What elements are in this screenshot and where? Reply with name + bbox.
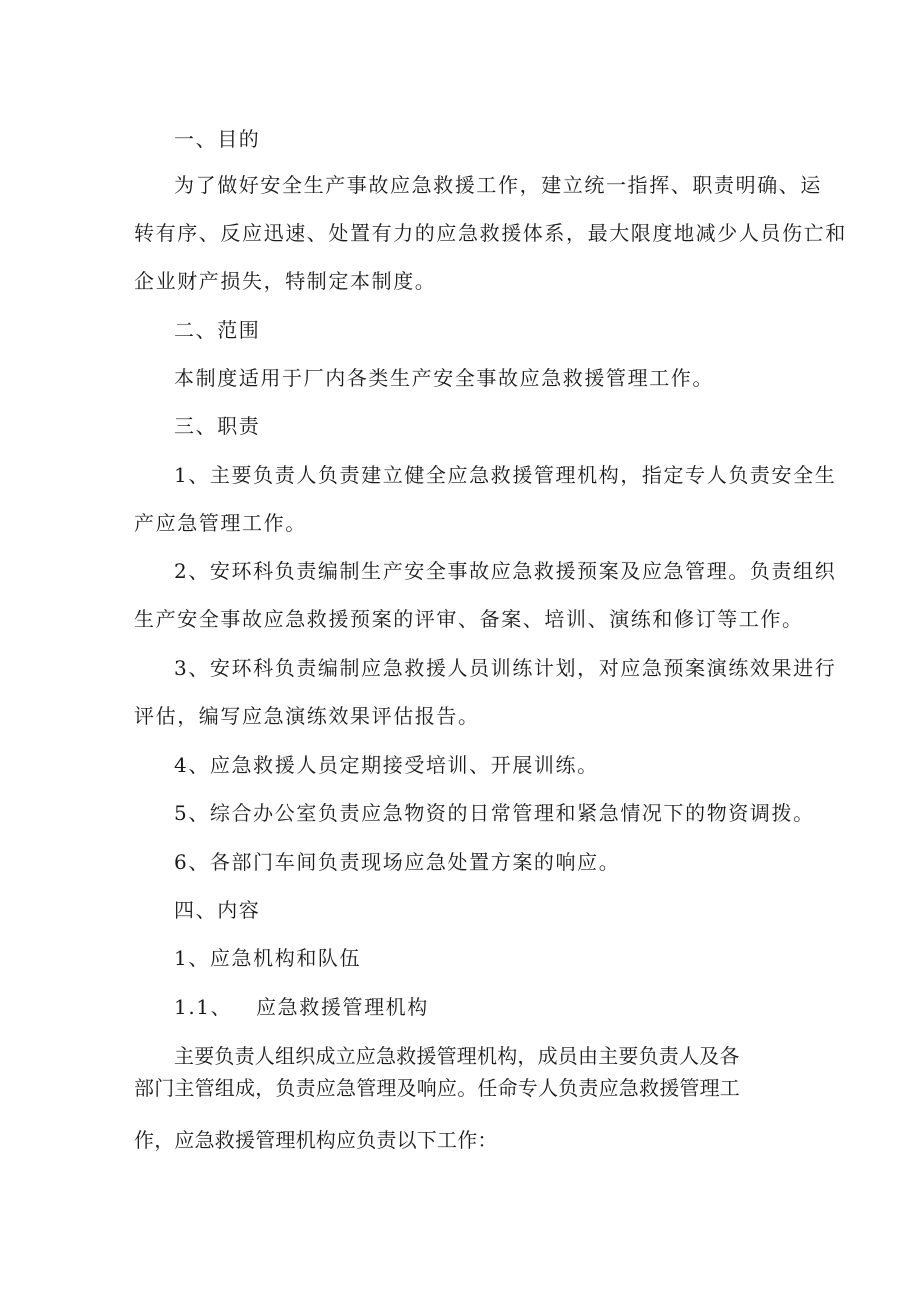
- content-paragraph-line-1: 主要负责人组织成立应急救援管理机构，成员由主要负责人及各: [174, 1044, 740, 1068]
- duty-3-line-2: 评估，编写应急演练效果评估报告。: [134, 704, 480, 728]
- duty-1-line-1: 1、主要负责人负责建立健全应急救援管理机构，指定专人负责安全生: [174, 463, 837, 487]
- duty-5: 5、综合办公室负责应急物资的日常管理和紧急情况下的物资调拨。: [174, 801, 815, 825]
- duty-2-line-1: 2、安环科负责编制生产安全事故应急救援预案及应急管理。负责组织: [174, 559, 837, 583]
- duty-1-line-2: 产应急管理工作。: [134, 511, 307, 535]
- subsection-emergency-rescue-management: 1.1、 应急救援管理机构: [174, 995, 429, 1019]
- duty-3-line-1: 3、安环科负责编制应急救援人员训练计划，对应急预案演练效果进行: [174, 656, 837, 680]
- section-heading-purpose: 一、目的: [174, 127, 261, 151]
- duty-2-line-2: 生产安全事故应急救援预案的评审、备案、培训、演练和修订等工作。: [134, 607, 804, 631]
- purpose-paragraph-line-1: 为了做好安全生产事故应急救援工作，建立统一指挥、职责明确、运: [174, 173, 822, 197]
- content-paragraph-line-2: 部门主管组成，负责应急管理及响应。任命专人负责应急救援管理工: [134, 1076, 740, 1100]
- purpose-paragraph-line-2: 转有序、反应迅速、处置有力的应急救援体系，最大限度地减少人员伤亡和: [134, 221, 847, 245]
- subsection-emergency-organization: 1、应急机构和队伍: [174, 946, 362, 970]
- section-heading-scope: 二、范围: [174, 318, 261, 342]
- section-heading-duties: 三、职责: [174, 414, 261, 438]
- scope-paragraph: 本制度适用于厂内各类生产安全事故应急救援管理工作。: [174, 366, 714, 390]
- duty-4: 4、应急救援人员定期接受培训、开展训练。: [174, 753, 599, 777]
- content-paragraph-line-3: 作，应急救援管理机构应负责以下工作：: [134, 1128, 498, 1152]
- section-heading-content: 四、内容: [174, 898, 261, 922]
- purpose-paragraph-line-3: 企业财产损失，特制定本制度。: [134, 269, 437, 293]
- duty-6: 6、各部门车间负责现场应急处置方案的响应。: [174, 850, 621, 874]
